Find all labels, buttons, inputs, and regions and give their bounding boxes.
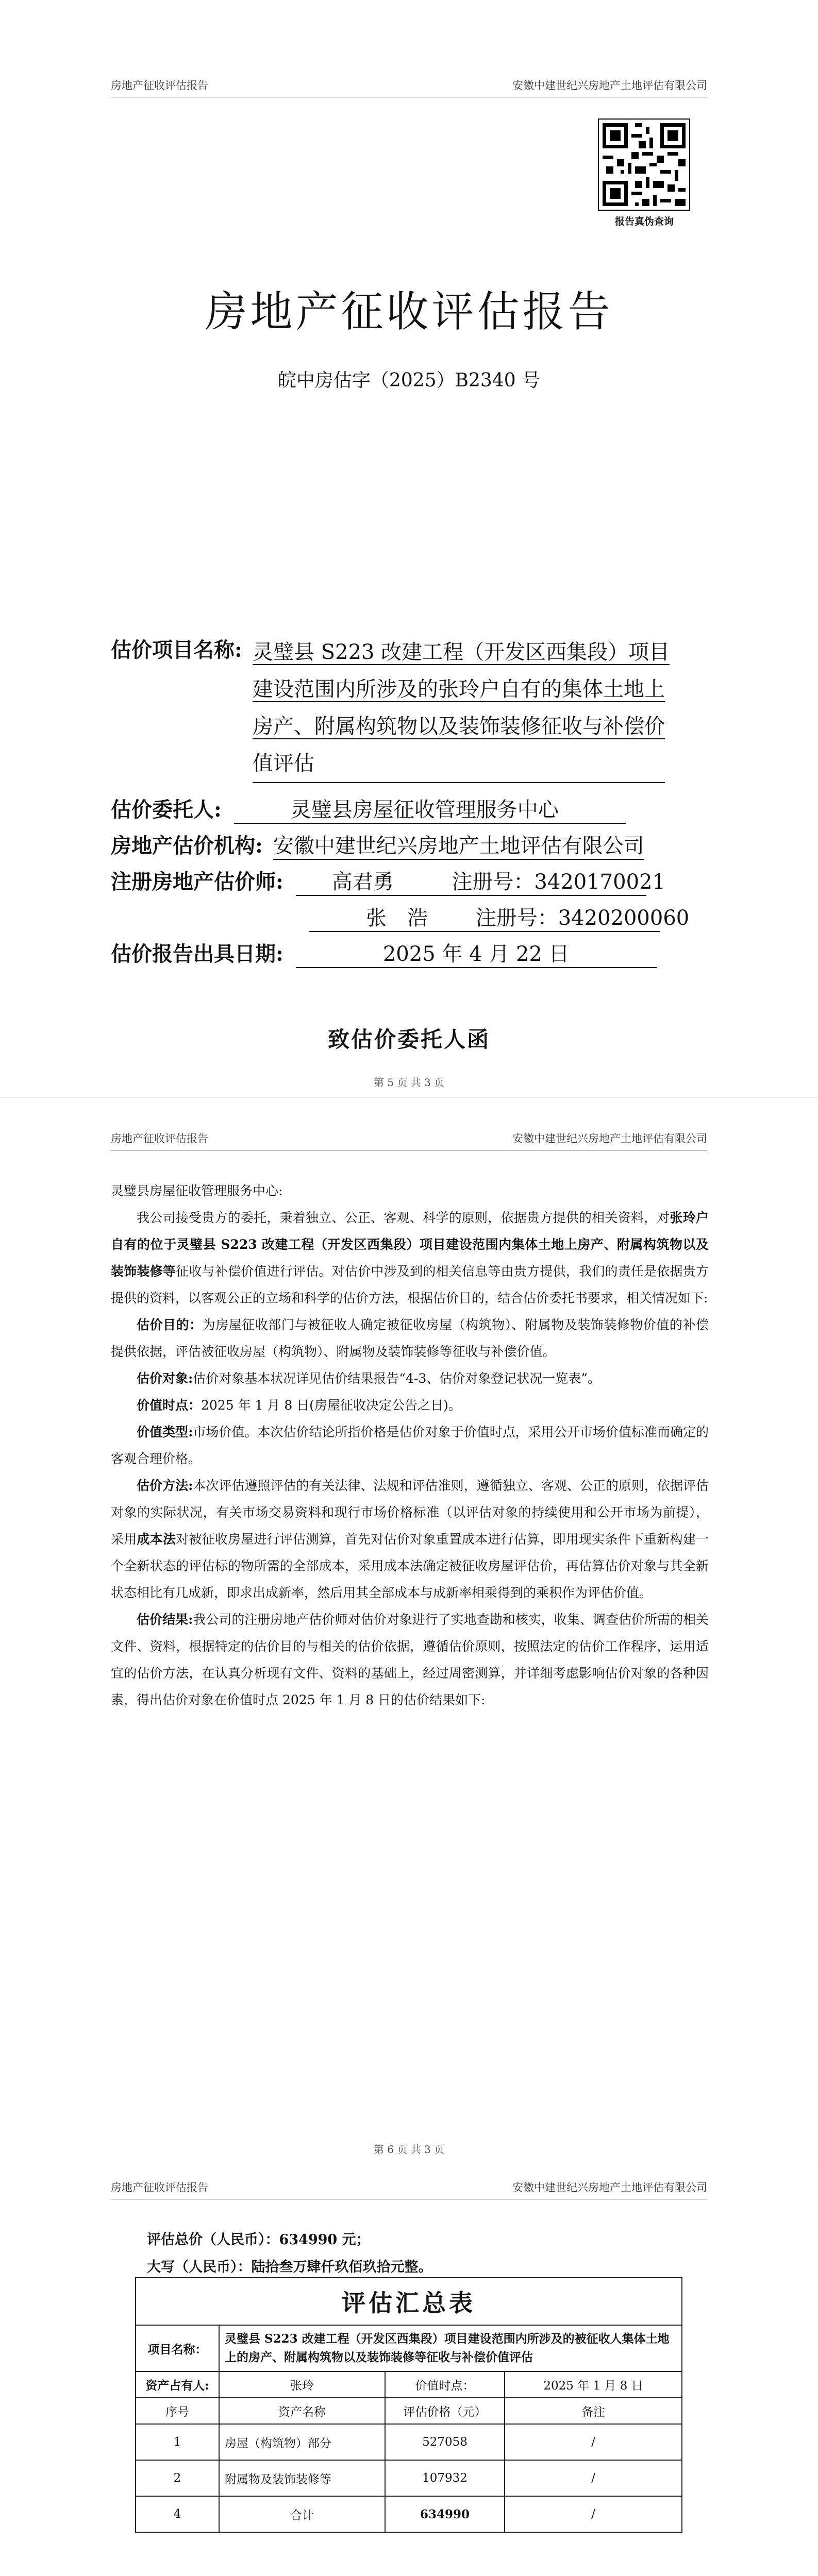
date-label: 估价报告出具日期:: [111, 942, 283, 966]
table-row: [136, 2424, 682, 2460]
total-upper: 大写（人民币）：陆拾叁万肆仟玖佰玖拾元整。: [147, 2259, 432, 2275]
intro-bold: 张玲户自有的位于灵璧县 S223 改建工程（开发区西集段）项目建设范围内集体土地上房产、附属构筑物以及装饰装修等: [111, 1210, 709, 1279]
letter-page: [0, 1111, 818, 2162]
project-line: 房产、附属构筑物以及装饰装修征收与补偿价: [253, 715, 665, 738]
project-label: 估价项目名称:: [111, 638, 242, 662]
project-line: 值评估: [253, 745, 665, 783]
header-left: 房地产征收评估报告: [111, 79, 208, 92]
page-number: 第 6 页 共 3 页: [373, 2143, 445, 2156]
appraiser-2: [309, 902, 690, 932]
appraiser-row-2: [309, 902, 690, 932]
date-row: [111, 938, 657, 968]
client-value: 灵璧县房屋征收管理服务中心: [234, 793, 626, 824]
row-name: 附属物及装饰装修等: [219, 2460, 385, 2496]
appraiser-name: 高君勇: [331, 870, 394, 894]
row-value: 634990: [385, 2496, 505, 2532]
document-number: 皖中房估字（2025）B2340 号: [277, 370, 541, 391]
letter-body: [111, 1178, 709, 1714]
client-row: [111, 793, 626, 824]
summary-table: [135, 2277, 682, 2533]
qr-code-icon[interactable]: [598, 118, 690, 211]
appraiser-name: 张 浩: [366, 906, 428, 930]
header-right: 安徽中建世纪兴房地产土地评估有限公司: [512, 1132, 707, 1145]
purpose-text: 为房屋征收部门与被征收人确定被征收房屋（构筑物）、附属物及装饰装修物价值的补偿提供依据，评估被征收房屋（构筑物）、附属物及装饰装修等征收与补偿价值。: [111, 1317, 709, 1359]
header-left: 房地产征收评估报告: [111, 1132, 208, 1145]
intro-text: 我公司接受贵方的委托，秉着独立、公正、客观、科学的原则，依据贵方提供的相关资料，对: [137, 1210, 670, 1225]
method-text: 本次评估遵照评估的有关法律、法规和评估准则，遵循独立、客观、公正的原则，依据评估对象的实际状况，有关市场交易资料和现行市场价格标准（以评估对象的持续使用和公开市场为前提），采用: [111, 1478, 709, 1547]
col-header: 资产名称: [219, 2398, 385, 2424]
reg-no: 3420200060: [558, 906, 690, 930]
row-name: 合计: [219, 2496, 385, 2532]
reg-no: 3420170021: [534, 870, 665, 894]
method-para: [111, 1472, 709, 1606]
org-label: 房地产估价机构:: [111, 834, 263, 858]
qr-caption: 报告真伪查询: [614, 216, 674, 227]
page-gap: [0, 2162, 818, 2176]
date-value: 2025 年 4 月 22 日: [296, 938, 657, 968]
value-date: 2025 年 1 月 8 日: [505, 2371, 682, 2398]
row-note: /: [505, 2460, 682, 2496]
owner-value: 张玲: [219, 2371, 385, 2398]
object-label: 估价对象:: [137, 1371, 193, 1386]
page-header: [111, 1130, 707, 1150]
value-date-label: 价值时点：: [385, 2371, 505, 2398]
col-header: 序号: [136, 2398, 219, 2424]
header-right: 安徽中建世纪兴房地产土地评估有限公司: [512, 79, 707, 92]
page-gap: [0, 1097, 818, 1112]
letter-intro: [111, 1205, 709, 1312]
row-note: /: [505, 2496, 682, 2532]
project-value: 灵璧县 S223 改建工程（开发区西集段）项目建设范围内所涉及的被征收人集体土地上的房产、附属构筑物以及装饰装修等征收与补偿价值评估: [219, 2325, 682, 2371]
method-text-2: 对被征收房屋进行评估测算，首先对估价对象重置成本进行估算，即用现实条件下重新构建一个全新状态的评估标的物所需的全部成本，采用成本法确定被征收房屋评估价，再估算估价对象与其全新状态相比有几成新，即求出成新率，然后用其全部成本与成新率相乘得到的乘积作为评估价值。: [111, 1532, 709, 1600]
header-right: 安徽中建世纪兴房地产土地评估有限公司: [512, 2181, 707, 2194]
row-name: 房屋（构筑物）部分: [219, 2424, 385, 2460]
value-type-label: 价值类型:: [137, 1425, 193, 1439]
reg-label: 注册号：: [475, 906, 558, 930]
result-label: 估价结果:: [137, 1612, 193, 1627]
table-row: [136, 2460, 682, 2496]
project-value: [253, 634, 706, 783]
result-text: 我公司的注册房地产估价师对估价对象进行了实地查勘和核实，收集、调查估价所需的相关文件、资料，根据特定的估价目的与相关的估价依据，遵循估价原则，按照法定的估价工作程序，运用适宜的估价方法，在认真分析现有文件、资料的基础上，经过周密测算，并详细考虑影响估价对象的各种因素，得出估价对象在价值时点 2025 年 1 月 8 日的估价结果如下:: [111, 1612, 709, 1707]
header-left: 房地产征收评估报告: [111, 2181, 208, 2194]
value-date-para: [111, 1392, 709, 1419]
appraiser-1: [296, 866, 665, 896]
cover-page: [0, 0, 818, 1097]
project-line: 灵璧县 S223 改建工程（开发区西集段）项目: [253, 640, 670, 664]
table-title: 评估汇总表: [136, 2278, 682, 2325]
row-no: 4: [136, 2496, 219, 2532]
purpose-label: 估价目的：: [137, 1317, 203, 1332]
total-price: 评估总价（人民币）：634990 元；: [147, 2232, 370, 2248]
reg-label: 注册号：: [452, 870, 535, 894]
purpose-para: [111, 1312, 709, 1365]
project-line: 建设范围内所涉及的张玲户自有的集体土地上: [253, 677, 665, 701]
org-value: 安徽中建世纪兴房地产土地评估有限公司: [273, 829, 644, 860]
row-no: 1: [136, 2424, 219, 2460]
object-text: 估价对象基本状况详见估价结果报告“4-3、估价对象登记状况一览表”。: [193, 1371, 601, 1386]
col-header: 评估价格（元）: [385, 2398, 505, 2424]
intro-text-2: 征收与补偿价值进行评估。对估价中涉及到的相关信息等由贵方提供，我们的责任是依据贵方提供的资料，以客观公正的立场和科学的估价方法，根据估价目的，结合估价委托书要求，相关情况如下:: [111, 1264, 709, 1306]
page-number: 第 5 页 共 3 页: [373, 1076, 445, 1089]
owner-label: 资产占有人:: [136, 2371, 219, 2398]
method-bold: 成本法: [137, 1532, 176, 1547]
letter-title: 致估价委托人函: [327, 1027, 490, 1052]
method-label: 估价方法:: [137, 1478, 193, 1493]
row-value: 107932: [385, 2460, 505, 2496]
result-para: [111, 1606, 709, 1714]
object-para: [111, 1365, 709, 1392]
col-header: 备注: [505, 2398, 682, 2424]
project-label: 项目名称：: [136, 2325, 219, 2371]
value-date-label: 价值时点：: [137, 1398, 202, 1413]
value-type-para: [111, 1419, 709, 1472]
appraiser-row-1: [111, 866, 665, 896]
appraiser-label: 注册房地产估价师:: [111, 870, 283, 894]
row-value: 527058: [385, 2424, 505, 2460]
row-no: 2: [136, 2460, 219, 2496]
org-row: [111, 829, 644, 860]
row-note: /: [505, 2424, 682, 2460]
value-date-text: 2025 年 1 月 8 日(房屋征收决定公告之日)。: [201, 1398, 461, 1413]
table-row: [136, 2496, 682, 2532]
client-label: 估价委托人:: [111, 798, 222, 822]
page-header: [111, 77, 707, 97]
page-header: [111, 2179, 707, 2199]
report-title: 房地产征收评估报告: [205, 287, 613, 336]
salutation: 灵璧县房屋征收管理服务中心:: [111, 1183, 283, 1198]
value-type-text: 市场价值。本次估价结论所指价格是估价对象于价值时点，采用公开市场价值标准而确定的客观合理价格。: [111, 1425, 709, 1466]
